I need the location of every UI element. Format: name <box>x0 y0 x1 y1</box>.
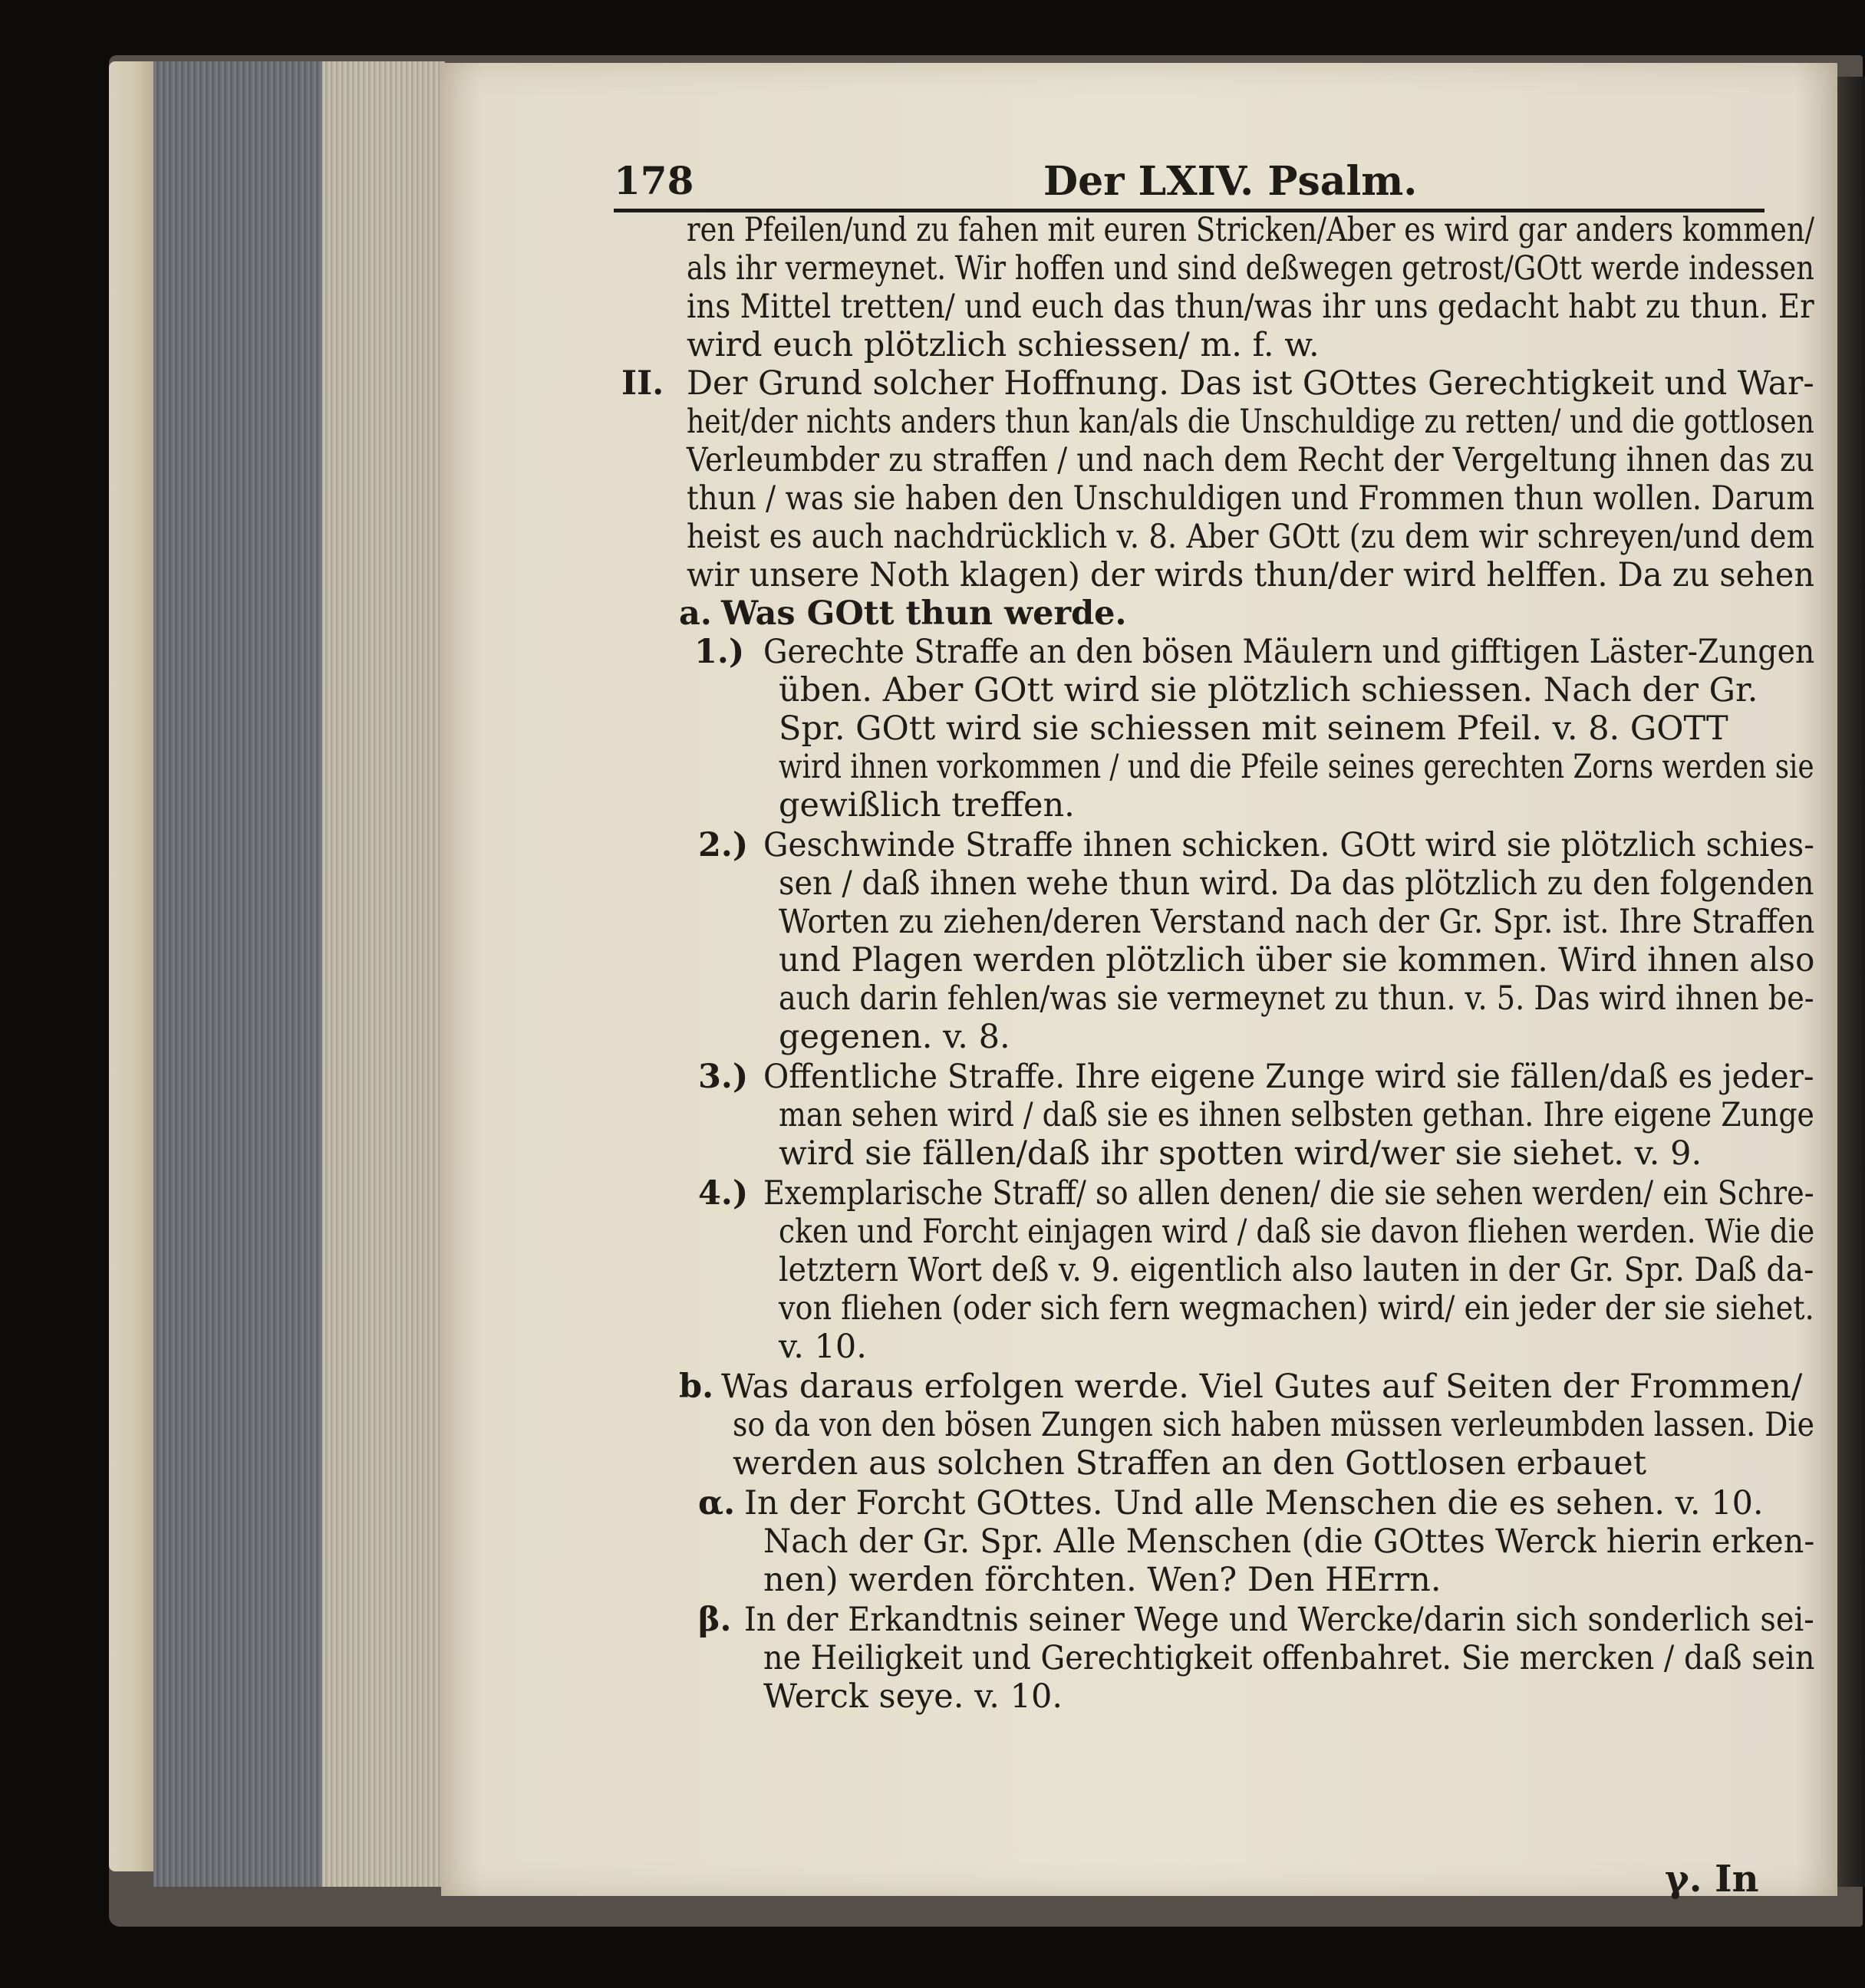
text-line: heist es auch nachdrücklich v. 8. Aber GOtt (zu dem wir schreyen/und dem <box>687 518 1815 556</box>
text-line: In der Forcht GOttes. Und alle Menschen die es sehen. v. 10. <box>744 1484 1764 1522</box>
text-line: Werck seye. v. 10. <box>763 1677 1063 1716</box>
text-line: cken und Forcht einjagen wird / daß sie davon fliehen werden. Wie die <box>779 1213 1815 1251</box>
item-marker: 3.) <box>698 1058 749 1096</box>
gutter-shadow <box>1837 77 1865 1887</box>
text-line: ren Pfeilen/und zu fahen mit euren Stricken/Aber es wird gar anders kommen/ <box>687 211 1815 249</box>
page-number: 178 <box>614 158 694 203</box>
subsection-marker: b. <box>679 1368 714 1406</box>
text-line: ins Mittel tretten/ und euch das thun/was ihr uns gedacht habt zu thun. Er <box>687 288 1814 326</box>
item-marker: β. <box>698 1601 732 1639</box>
text-line: nen) werden förchten. Wen? Den HErrn. <box>763 1561 1442 1599</box>
text-line: wird ihnen vorkommen / und die Pfeile seines gerechten Zorns werden sie <box>779 748 1814 786</box>
text-line: Nach der Gr. Spr. Alle Menschen (die GOttes Werck hierin erken- <box>763 1522 1815 1561</box>
item-marker: 2.) <box>698 826 749 864</box>
text-line: als ihr vermeynet. Wir hoffen und sind deßwegen getrost/GOtt werde indessen <box>687 249 1814 288</box>
text-line: v. 10. <box>779 1328 867 1366</box>
text-line: In der Erkandtnis seiner Wege und Wercke/darin sich sonderlich sei- <box>744 1601 1814 1639</box>
page-header <box>614 155 1765 212</box>
text-line: Geschwinde Straffe ihnen schicken. GOtt wird sie plötzlich schies- <box>763 826 1815 864</box>
text-line: heit/der nichts anders thun kan/als die Unschuldige zu retten/ und die gottlosen <box>687 403 1814 441</box>
text-line: Offentliche Straffe. Ihre eigene Zunge wird sie fällen/daß es jeder- <box>763 1058 1814 1096</box>
page-edges-light <box>322 61 445 1887</box>
page-content <box>441 63 1837 1901</box>
catchword: γ. In <box>1665 1858 1759 1901</box>
text-line: auch darin fehlen/was sie vermeynet zu thun. v. 5. Das wird ihnen be- <box>779 979 1814 1018</box>
text-line: ne Heiligkeit und Gerechtigkeit offenbahret. Sie mercken / daß sein <box>763 1639 1815 1677</box>
text-line: Was daraus erfolgen werde. Viel Gutes auf Seiten der Frommen/ <box>721 1368 1803 1406</box>
text-line: gewißlich treffen. <box>779 786 1075 824</box>
text-line: Gerechte Straffe an den bösen Mäulern und gifftigen Läster-Zungen <box>763 633 1815 671</box>
text-line: Verleumbder zu straffen / und nach dem Recht der Vergeltung ihnen das zu <box>687 441 1814 479</box>
text-line: wird sie fällen/daß ihr spotten wird/wer sie siehet. v. 9. <box>779 1134 1702 1173</box>
text-line: Spr. GOtt wird sie schiessen mit seinem Pfeil. v. 8. GOTT <box>779 709 1728 748</box>
text-line: man sehen wird / daß sie es ihnen selbsten gethan. Ihre eigene Zunge <box>779 1096 1814 1134</box>
item-marker: 1.) <box>694 633 745 671</box>
item-marker: α. <box>698 1484 736 1522</box>
text-line: werden aus solchen Straffen an den Gottlosen erbauet <box>733 1444 1647 1483</box>
section-marker: II. <box>621 364 664 403</box>
text-line: wird euch plötzlich schiessen/ m. f. w. <box>687 326 1320 364</box>
text-line: üben. Aber GOtt wird sie plötzlich schiessen. Nach der Gr. <box>779 671 1758 709</box>
text-line: gegenen. v. 8. <box>779 1018 1010 1056</box>
text-line: und Plagen werden plötzlich über sie kommen. Wird ihnen also <box>779 941 1815 979</box>
subsection-marker: a. <box>679 594 712 633</box>
text-line: thun / was sie haben den Unschuldigen und Frommen thun wollen. Darum <box>687 479 1815 518</box>
book-page <box>441 63 1837 1901</box>
text-line: von fliehen (oder sich fern wegmachen) wird/ ein jeder der sie siehet. <box>779 1289 1814 1328</box>
cover-edge <box>109 61 155 1871</box>
text-line: so da von den bösen Zungen sich haben müssen verleumbden lassen. Die <box>733 1406 1814 1444</box>
text-line: Der Grund solcher Hoffnung. Das ist GOttes Gerechtigkeit und War- <box>687 364 1814 403</box>
running-title: Der LXIV. Psalm. <box>1043 158 1418 205</box>
text-line: Exemplarische Straff/ so allen denen/ die sie sehen werden/ ein Schre- <box>763 1174 1814 1213</box>
text-line: letztern Wort deß v. 9. eigentlich also lauten in der Gr. Spr. Daß da- <box>779 1251 1814 1289</box>
text-line: sen / daß ihnen wehe thun wird. Da das plötzlich zu den folgenden <box>779 864 1814 903</box>
text-line: wir unsere Noth klagen) der wirds thun/der wird helffen. Da zu sehen <box>687 556 1815 594</box>
text-line: Worten zu ziehen/deren Verstand nach der Gr. Spr. ist. Ihre Straffen <box>779 903 1815 941</box>
text-line: Was GOtt thun werde. <box>721 594 1127 633</box>
item-marker: 4.) <box>698 1174 749 1213</box>
